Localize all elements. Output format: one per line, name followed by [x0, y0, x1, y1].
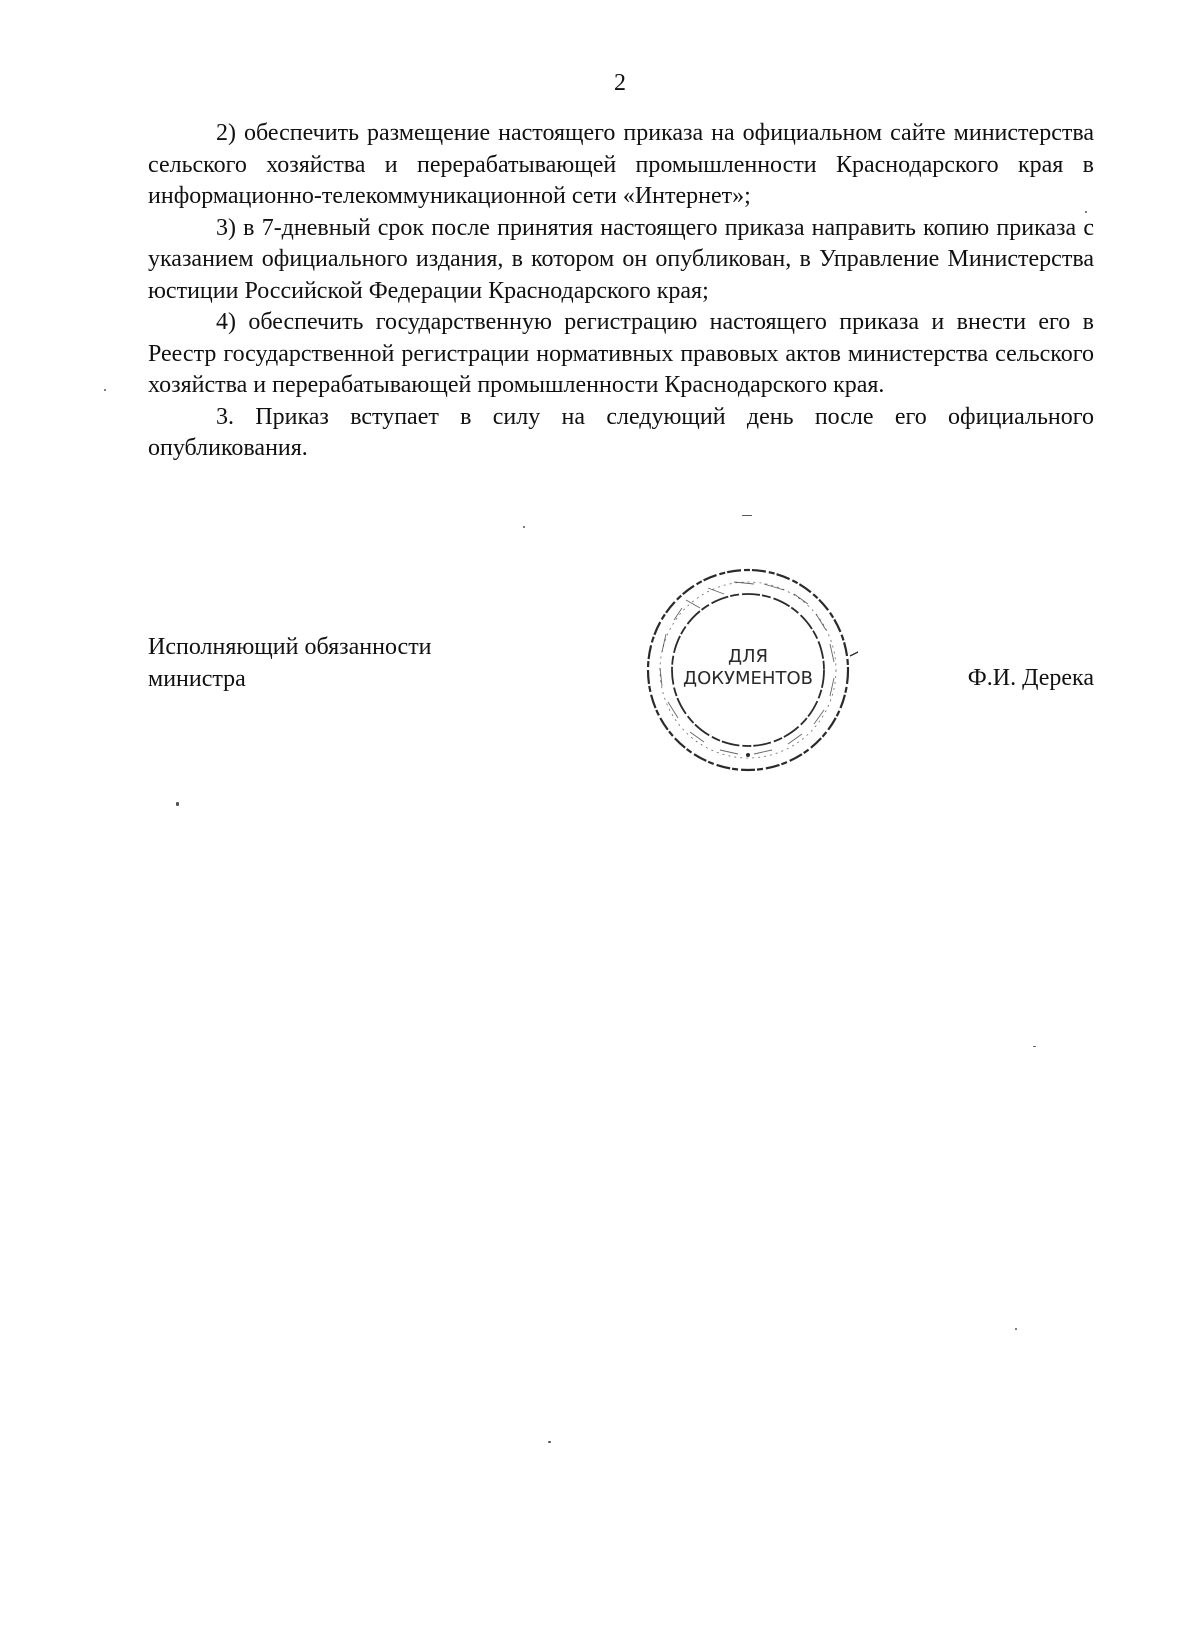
scan-speck: [548, 1441, 551, 1443]
scan-speck: [176, 802, 179, 806]
document-body: [148, 118, 1094, 465]
seal-text-line-2: ДОКУМЕНТОВ: [683, 668, 813, 689]
signatory-position-line-1: Исполняющий обязанности: [148, 634, 432, 660]
paragraph-item-3: 3) в 7-дневный срок после принятия настоящего приказа направить копию приказа с указанием официального издания, в котором он опубликован, в Управление Министерства юстиции Российской Федерации Краснодарского края;: [148, 214, 1094, 304]
signatory-name: Ф.И. Дерека: [967, 665, 1094, 691]
official-seal: [638, 560, 858, 780]
signature-block: [148, 632, 1094, 772]
signatory-position-line-2: министра: [148, 665, 246, 692]
page-number: 2: [614, 70, 626, 96]
scan-speck: [742, 515, 752, 516]
paragraph-clause-3: 3. Приказ вступает в силу на следующий день после его официального опубликования.: [148, 403, 1094, 461]
scan-speck: [1033, 1046, 1036, 1047]
paragraph-item-2: 2) обеспечить размещение настоящего приказа на официальном сайте министерства сельского хозяйства и перерабатывающей промышленности Краснодарского края в информационно-телекоммуникационной сети «Интернет»;: [148, 120, 1094, 209]
scan-speck: [1015, 1328, 1017, 1330]
seal-text-line-1: ДЛЯ: [727, 646, 769, 667]
seal-graphic: [638, 560, 858, 780]
scan-speck: [523, 526, 525, 528]
paragraph-item-4: 4) обеспечить государственную регистрацию настоящего приказа и внести его в Реестр государственной регистрации нормативных правовых актов министерства сельского хозяйства и перерабатывающей промышленности Краснодарского края.: [148, 309, 1094, 398]
signatory-position: [148, 632, 508, 695]
scan-speck: [104, 389, 106, 391]
scan-speck: [1085, 211, 1087, 213]
